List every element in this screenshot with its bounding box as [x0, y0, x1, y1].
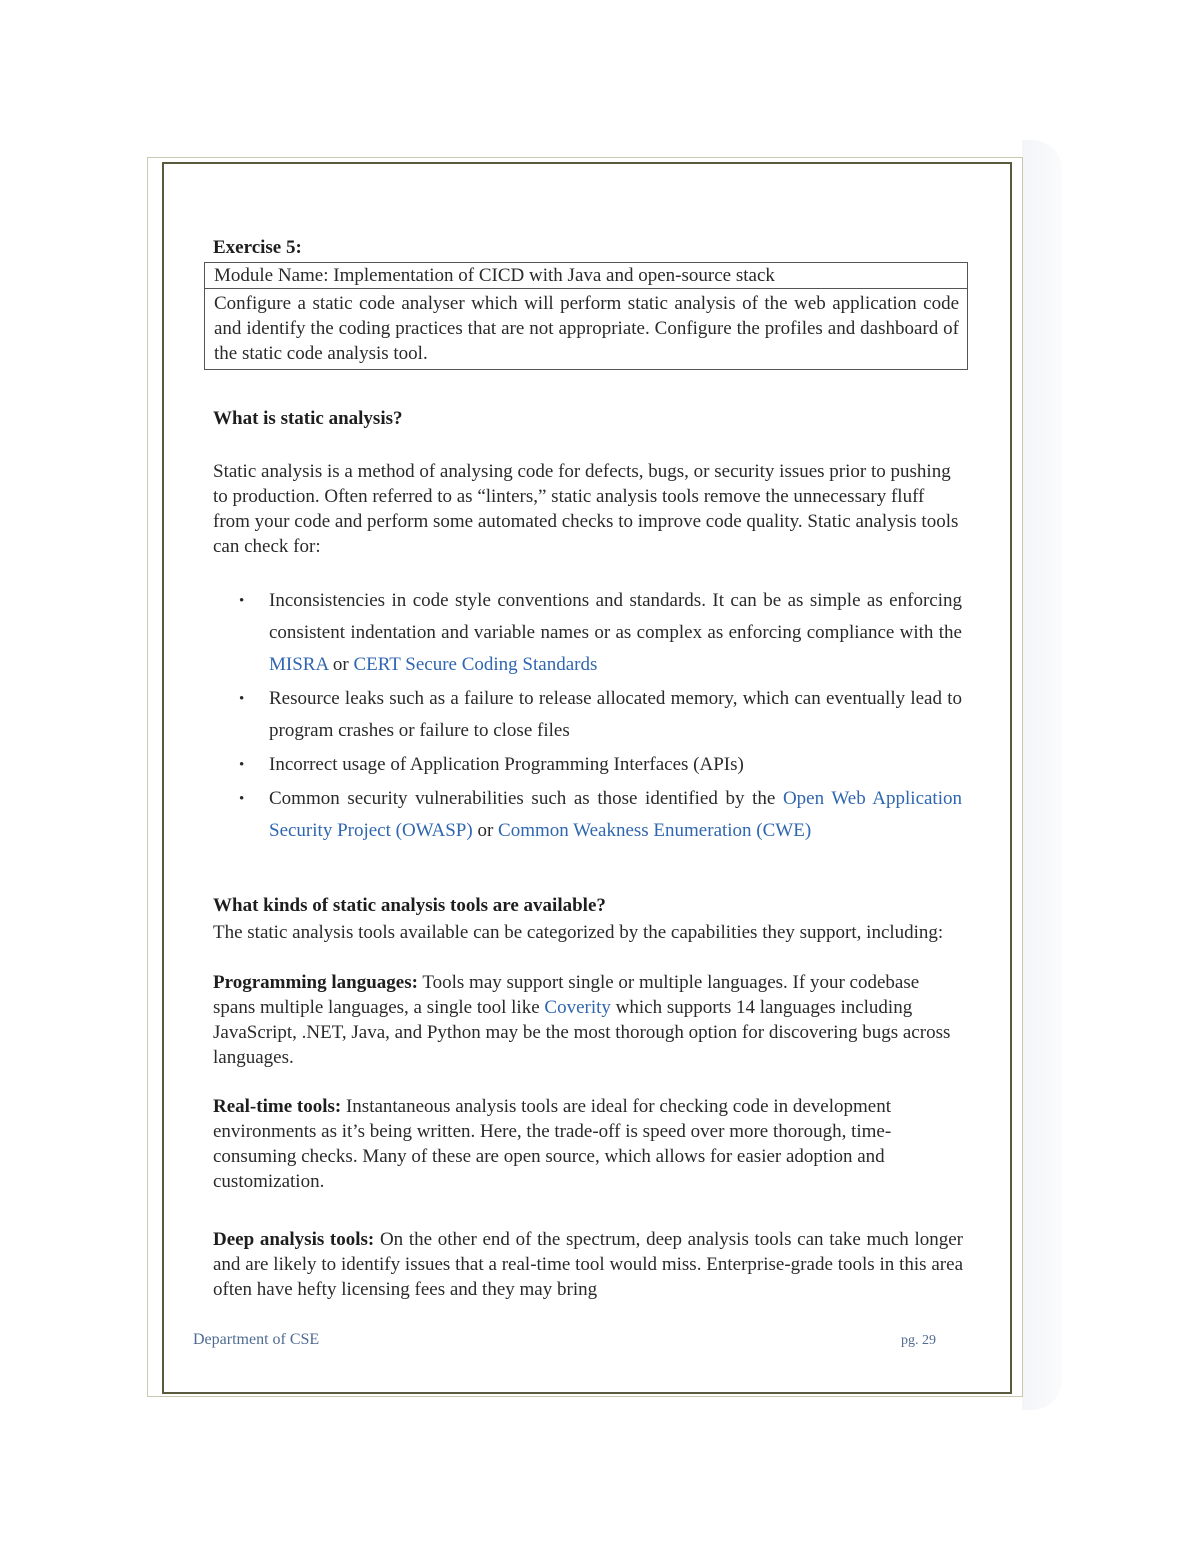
- footer-page-number: pg. 29: [901, 1333, 936, 1348]
- list-item: • Common security vulnerabilities such as those identified by the Open Web Application Security Project (OWASP) or Common Weakness Enumeration (CWE): [236, 783, 962, 847]
- owasp-link[interactable]: Open Web Application Security Project (OWASP): [269, 788, 962, 841]
- programming-languages-paragraph: Programming languages: Tools may support single or multiple languages. If your codebase spans multiple languages, a single tool like Coverity which supports 14 languages including JavaScript, .NET, Java, and Python may be the most thorough option for discovering bugs across languages.: [213, 972, 951, 1068]
- task-description-box: Configure a static code analyser which will perform static analysis of the web application code and identify the coding practices that are not appropriate. Configure the profiles and dashboard of the static code analysis tool.: [204, 288, 968, 370]
- module-name-box: Module Name: Implementation of CICD with Java and open-source stack: [204, 262, 968, 289]
- list-item: • Resource leaks such as a failure to release allocated memory, which can eventually lead to program crashes or failure to close files: [236, 683, 962, 747]
- section-heading-static-analysis: What is static analysis?: [213, 408, 403, 429]
- cwe-link[interactable]: Common Weakness Enumeration (CWE): [498, 820, 812, 841]
- section-heading-tool-kinds: What kinds of static analysis tools are available?: [213, 895, 606, 916]
- footer-department: Department of CSE: [193, 1331, 320, 1348]
- list-item: • Inconsistencies in code style conventions and standards. It can be as simple as enforcing consistent indentation and variable names or as complex as enforcing compliance with the MISRA or CERT Secure Coding Standards: [236, 585, 962, 681]
- cert-link[interactable]: CERT Secure Coding Standards: [353, 654, 598, 675]
- real-time-tools-paragraph: Real-time tools: Instantaneous analysis tools are ideal for checking code in development environments as it’s being written. Here, the trade-off is speed over more thorough, time-consuming checks. Many of these are open source, which allows for easier adoption and customization.: [213, 1096, 892, 1192]
- tool-kinds-intro: The static analysis tools available can be categorized by the capabilities they support, including:: [213, 922, 944, 943]
- exercise-title: Exercise 5:: [213, 237, 302, 258]
- deep-analysis-paragraph: Deep analysis tools: On the other end of the spectrum, deep analysis tools can take much longer and are likely to identify issues that a real-time tool would miss. Enterprise-grade tools in this area often have hefty licensing fees and they may bring: [213, 1229, 963, 1300]
- static-analysis-intro: Static analysis is a method of analysing code for defects, bugs, or security issues prior to pushing to production. Often referred to as “linters,” static analysis tools remove the unnecessary fluff from your code and perform some automated checks to improve code quality. Static analysis tools can check for:: [213, 461, 959, 557]
- page-shadow: [1022, 140, 1062, 1410]
- check-list: [236, 585, 962, 847]
- list-item: • Incorrect usage of Application Programming Interfaces (APIs): [236, 749, 962, 781]
- coverity-link[interactable]: Coverity: [544, 997, 611, 1018]
- misra-link[interactable]: MISRA: [269, 654, 329, 675]
